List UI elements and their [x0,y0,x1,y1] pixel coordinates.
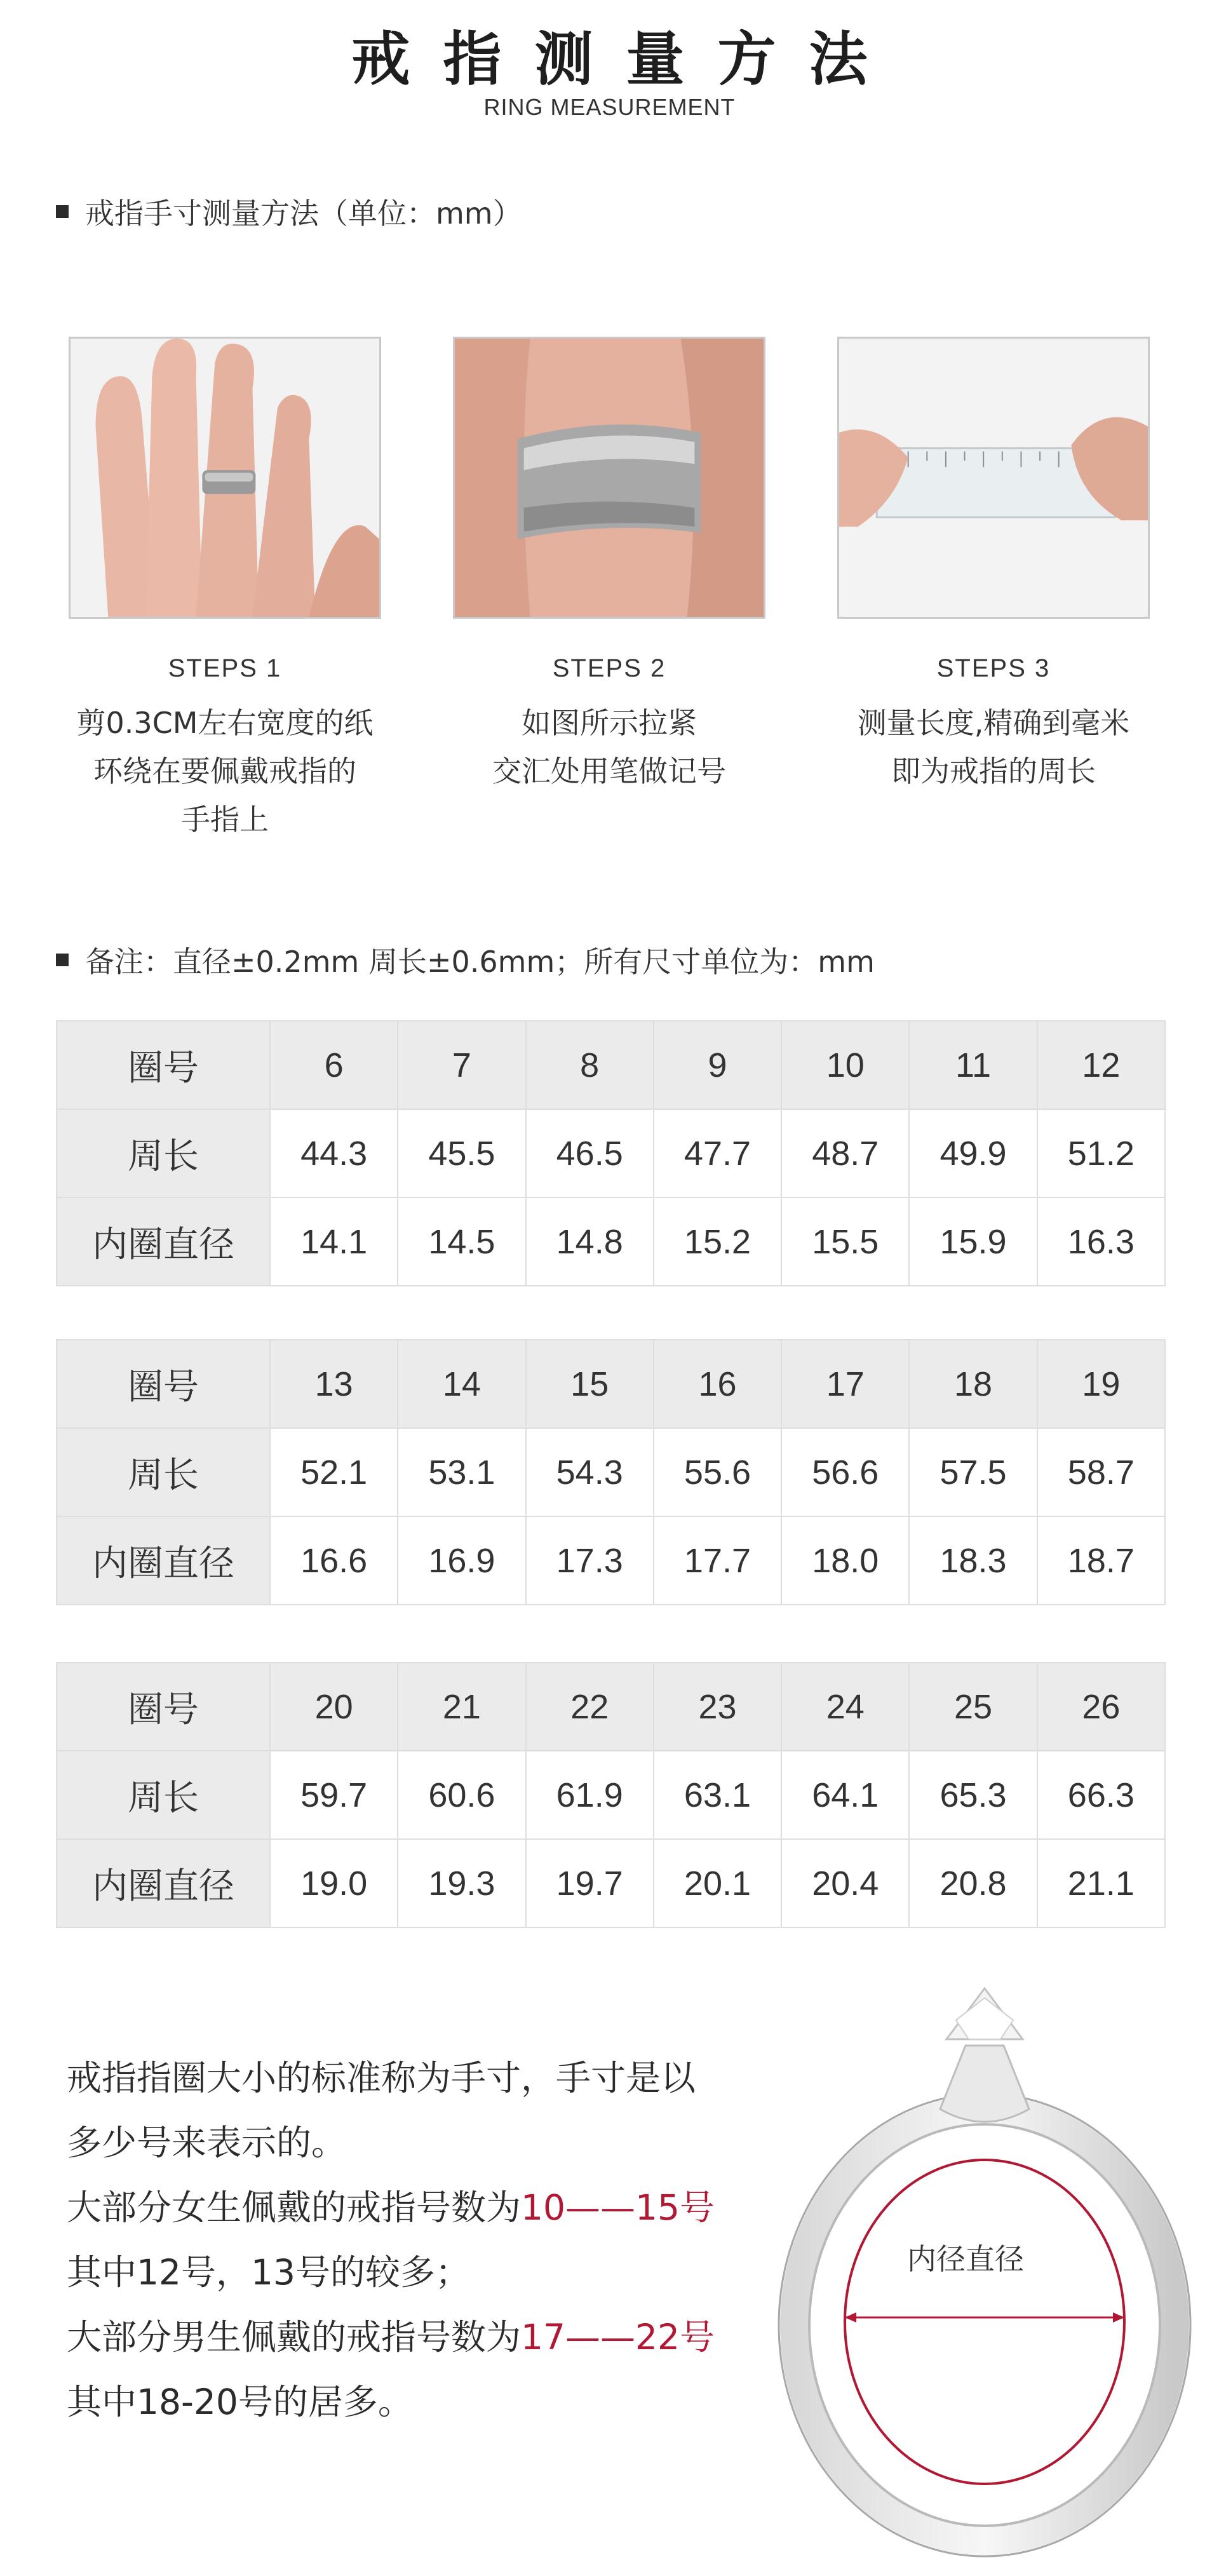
diameter-cell: 14.1 [270,1197,398,1286]
size-notes [67,2046,797,2434]
circumference-cell: 54.3 [526,1428,654,1516]
size-cell: 18 [909,1340,1037,1428]
diameter-cell: 20.8 [909,1839,1037,1927]
table-row [57,1197,1165,1286]
diameter-cell: 19.3 [398,1839,525,1927]
step1-description [47,699,403,844]
circumference-cell: 64.1 [781,1751,909,1839]
table-row [57,1662,1165,1751]
circumference-cell: 61.9 [526,1751,654,1839]
step2-description [431,699,787,795]
diameter-cell: 19.0 [270,1839,398,1927]
row-header: 圈号 [57,1340,270,1428]
size-cell: 23 [654,1662,781,1751]
diameter-cell: 18.0 [781,1516,909,1605]
circumference-cell: 48.7 [781,1109,909,1197]
ruler-measure-image [839,339,1148,617]
size-cell: 26 [1037,1662,1165,1751]
hand-with-ring-image [71,339,379,617]
size-cell: 15 [526,1340,654,1428]
step2-line: 交汇处用笔做记号 [492,754,726,788]
step1-line: 环绕在要佩戴戒指的 [93,754,356,788]
size-cell: 21 [398,1662,525,1751]
circumference-cell: 56.6 [781,1428,909,1516]
size-cell: 8 [526,1021,654,1109]
diameter-cell: 16.9 [398,1516,525,1605]
bullet-square-icon [56,954,69,966]
step3-line: 即为戒指的周长 [891,754,1096,788]
diameter-cell: 14.8 [526,1197,654,1286]
circumference-cell: 45.5 [398,1109,525,1197]
circumference-cell: 52.1 [270,1428,398,1516]
circumference-cell: 57.5 [909,1428,1037,1516]
row-header: 周长 [57,1751,270,1839]
size-cell: 24 [781,1662,909,1751]
diameter-cell: 20.4 [781,1839,909,1927]
row-header: 圈号 [57,1662,270,1751]
step2-photo [453,337,765,619]
row-header: 内圈直径 [57,1839,270,1927]
row-header: 内圈直径 [57,1197,270,1286]
step3-description [816,699,1171,795]
page-subtitle: RING MEASUREMENT [483,94,736,120]
row-header: 圈号 [57,1021,270,1109]
page-title: 戒指测量方法 [351,25,901,93]
ring-closeup-image [455,339,764,617]
size-cell: 11 [909,1021,1037,1109]
notes-line [67,2175,797,2240]
size-cell: 14 [398,1340,525,1428]
size-cell: 20 [270,1662,398,1751]
size-cell: 10 [781,1021,909,1109]
circumference-cell: 49.9 [909,1109,1037,1197]
size-cell: 25 [909,1662,1037,1751]
diameter-cell: 15.5 [781,1197,909,1286]
diameter-cell: 19.7 [526,1839,654,1927]
row-header: 周长 [57,1428,270,1516]
circumference-cell: 58.7 [1037,1428,1165,1516]
circumference-cell: 55.6 [654,1428,781,1516]
table-row [57,1839,1165,1927]
step3-photo [837,337,1150,619]
diameter-cell: 16.6 [270,1516,398,1605]
diameter-cell: 15.2 [654,1197,781,1286]
notes-text: 大部分男生佩戴的戒指号数为 [67,2317,522,2357]
step2-label: STEPS 2 [552,654,666,682]
step3-label: STEPS 3 [936,654,1051,682]
men-size-range: 17——22号 [521,2317,715,2357]
size-cell: 12 [1037,1021,1165,1109]
notes-line [67,2305,797,2370]
diameter-cell: 21.1 [1037,1839,1165,1927]
diameter-cell: 18.7 [1037,1516,1165,1605]
size-cell: 13 [270,1340,398,1428]
step1-line: 手指上 [181,802,269,837]
notes-line: 多少号来表示的。 [67,2122,347,2163]
women-size-range: 10——15号 [521,2187,715,2228]
notes-text: 大部分女生佩戴的戒指号数为 [67,2187,522,2228]
table-row [57,1109,1165,1197]
method-heading [56,191,522,233]
circumference-cell: 66.3 [1037,1751,1165,1839]
circumference-cell: 59.7 [270,1751,398,1839]
step2-line: 如图所示拉紧 [522,706,697,740]
row-header: 内圈直径 [57,1516,270,1605]
notes-line: 戒指指圈大小的标准称为手寸，手寸是以 [67,2058,696,2098]
table-row [57,1516,1165,1605]
size-table [56,1662,1166,1928]
note-heading-text: 备注：直径±0.2mm 周长±0.6mm；所有尺寸单位为：mm [85,945,875,979]
note-heading [56,939,875,981]
table-row [57,1021,1165,1109]
table-row [57,1751,1165,1839]
step1-photo [69,337,381,619]
circumference-cell: 65.3 [909,1751,1037,1839]
size-cell: 6 [270,1021,398,1109]
notes-line: 其中18-20号的居多。 [67,2382,413,2422]
circumference-cell: 60.6 [398,1751,525,1839]
circumference-cell: 51.2 [1037,1109,1165,1197]
circumference-cell: 47.7 [654,1109,781,1197]
size-cell: 22 [526,1662,654,1751]
circumference-cell: 53.1 [398,1428,525,1516]
size-cell: 19 [1037,1340,1165,1428]
size-cell: 16 [654,1340,781,1428]
diameter-cell: 15.9 [909,1197,1037,1286]
circumference-cell: 44.3 [270,1109,398,1197]
circumference-cell: 46.5 [526,1109,654,1197]
size-table [56,1339,1166,1605]
diameter-cell: 17.7 [654,1516,781,1605]
circumference-cell: 63.1 [654,1751,781,1839]
table-row [57,1428,1165,1516]
diameter-cell: 18.3 [909,1516,1037,1605]
method-heading-text: 戒指手寸测量方法（单位：mm） [85,196,522,231]
diameter-cell: 14.5 [398,1197,525,1286]
diameter-cell: 20.1 [654,1839,781,1927]
size-table [56,1020,1166,1286]
notes-line: 其中12号，13号的较多； [67,2252,470,2293]
diameter-cell: 17.3 [526,1516,654,1605]
diameter-cell: 16.3 [1037,1197,1165,1286]
size-cell: 7 [398,1021,525,1109]
step1-line: 剪0.3CM左右宽度的纸 [76,706,374,740]
inner-diameter-label: 内径直径 [896,2236,1035,2278]
step3-line: 测量长度,精确到毫米 [857,706,1130,740]
step1-label: STEPS 1 [168,654,282,682]
size-cell: 9 [654,1021,781,1109]
row-header: 周长 [57,1109,270,1197]
bullet-square-icon [56,205,69,218]
table-row [57,1340,1165,1428]
size-cell: 17 [781,1340,909,1428]
